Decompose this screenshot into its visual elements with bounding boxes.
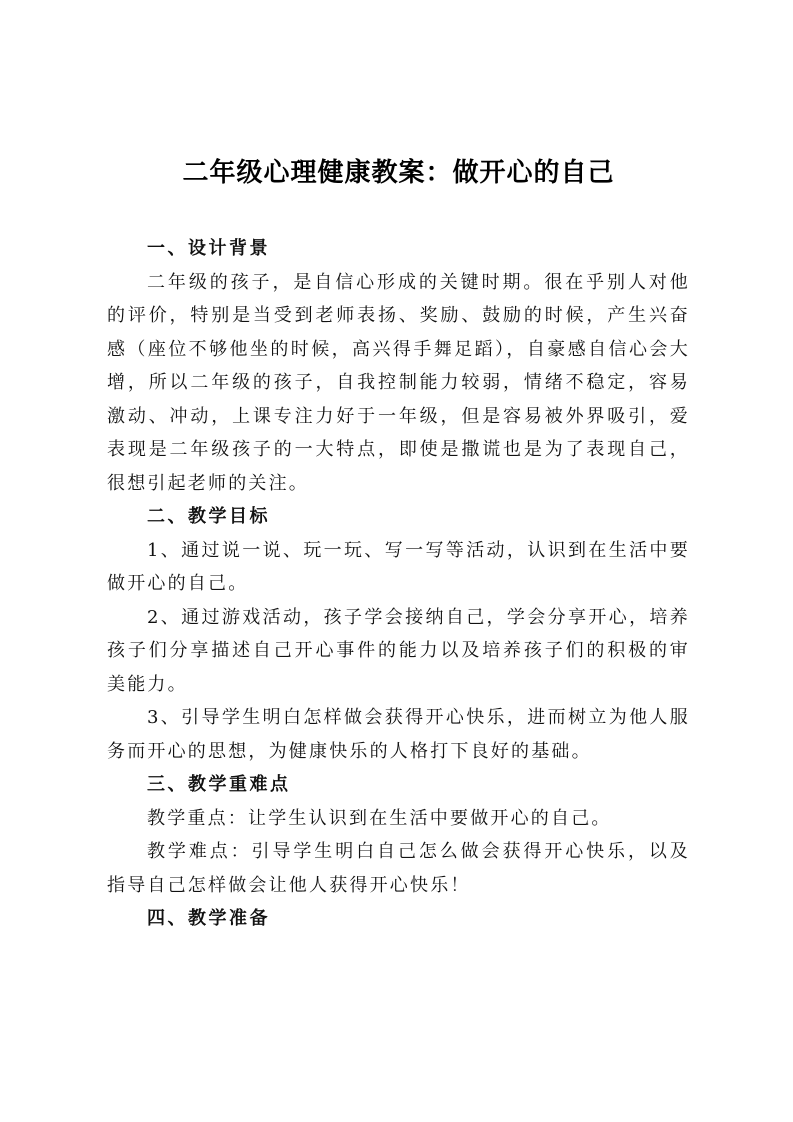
paragraph-difficult-point: 教学难点：引导学生明白自己怎么做会获得开心快乐，以及指导自己怎样做会让他人获得开心快乐！ [107,841,690,896]
section-heading-objectives: 二、教学目标 [147,506,270,527]
document-title: 二年级心理健康教案：做开心的自己 [182,158,615,188]
paragraph-background: 二年级的孩子，是自信心形成的关键时期。很在乎别人对他的评价，特别是当受到老师表扬、奖励、鼓励的时候，产生兴奋感（座位不够他坐的时候，高兴得手舞足蹈），自豪感自信心会大增，所以二年级的孩子，自我控制能力较弱，情绪不稳定，容易激动、冲动，上课专注力好于一年级，但是容易被外界吸引，爱表现是二年级孩子的一大特点，即使是撒谎也是为了表现自己，很想引起老师的关注。 [107,271,690,494]
section-heading-preparation: 四、教学准备 [147,908,270,929]
paragraph-objective-2: 2、通过游戏活动，孩子学会接纳自己，学会分享开心，培养孩子们分享描述自己开心事件的能力以及培养孩子们的积极的审美能力。 [107,606,690,695]
section-heading-key-points: 三、教学重难点 [147,774,291,795]
paragraph-objective-3: 3、引导学生明白怎样做会获得开心快乐，进而树立为他人服务而开心的思想，为健康快乐的人格打下良好的基础。 [107,707,690,762]
paragraph-objective-1: 1、通过说一说、玩一玩、写一写等活动，认识到在生活中要做开心的自己。 [107,539,690,594]
document-body [107,232,690,936]
section-heading-background: 一、设计背景 [147,238,270,259]
paragraph-key-point: 教学重点：让学生认识到在生活中要做开心的自己。 [147,807,612,829]
